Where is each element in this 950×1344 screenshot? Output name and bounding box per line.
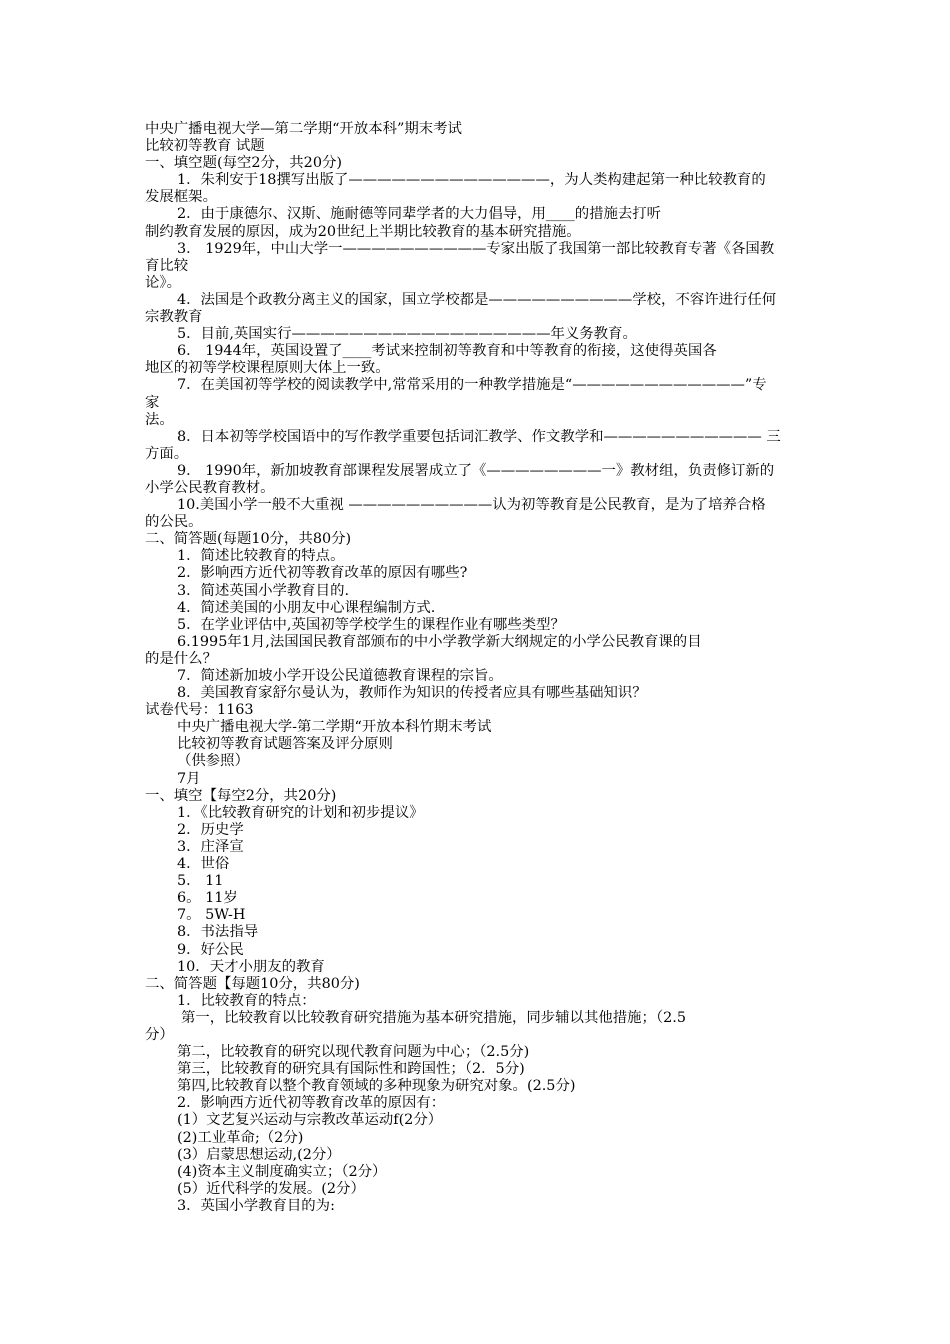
answer-item: 第四,比较教育以整个教育领域的多种现象为研究对象。(2.5分) <box>177 1078 576 1095</box>
answer-item: (2)工业革命;（2分) <box>177 1129 304 1146</box>
question-text: 方面。 <box>145 445 189 462</box>
answer-item: 2．影响西方近代初等教育改革的原因有： <box>177 1095 446 1112</box>
answer-item: 1．比较教育的特点： <box>177 992 316 1009</box>
question-text: 1．简述比较教育的特点。 <box>177 548 345 565</box>
section1-heading: 一、填空题(每空2分，共20分) <box>145 155 342 172</box>
question-text: 家 <box>145 394 160 411</box>
question-text: 论》。 <box>145 274 181 291</box>
question-text: 的是什么？ <box>145 650 217 667</box>
answer-item: 第三，比较教育的研究具有国际性和跨国性；（2．5分) <box>177 1061 525 1078</box>
answer-item: 第二，比较教育的研究以现代教育问题为中心；（2.5分) <box>177 1044 530 1061</box>
document-body <box>145 121 815 1215</box>
question-text: 2．由于康德尔、汉斯、施耐德等同辈学者的大力倡导，用____的措施去打听 <box>177 206 662 223</box>
question-text: 制约教育发展的原因，成为20世纪上半期比较教育的基本研究措施。 <box>145 223 581 240</box>
question-text: 4．法国是个政教分离主义的国家，国立学校都是——————————学校，不容许进行任何 <box>177 291 777 308</box>
question-text: 5．在学业评估中,英国初等学校学生的课程作业有哪些类型？ <box>177 616 565 633</box>
question-text: 3． 1929年，中山大学一——————————专家出版了我国第一部比较教育专著《各国教 <box>177 240 775 257</box>
answer-item: 6。 11岁 <box>177 890 238 907</box>
section2-heading: 二、简答题(每题10分，共80分) <box>145 531 352 548</box>
question-text: 1．朱利安于18撰写出版了——————————————，为人类构建起第一种比较教育的 <box>177 172 766 189</box>
question-text: 2．影响西方近代初等教育改革的原因有哪些? <box>177 565 468 582</box>
exam-title: 中央广播电视大学—第二学期“开放本科”期末考试 <box>145 121 462 137</box>
question-text: 育比较 <box>145 257 189 274</box>
question-text: 法。 <box>145 411 174 428</box>
question-text: 小学公民教育教材。 <box>145 479 275 496</box>
answer-item: 分） <box>145 1026 174 1043</box>
answer-item: 1．《比较教育研究的计划和初步提议》 <box>177 804 424 821</box>
question-text: 7．简述新加坡小学开设公民道德教育课程的宗旨。 <box>177 668 503 684</box>
answer-item: (1）文艺复兴运动与宗教改革运动f(2分） <box>177 1112 443 1129</box>
answers-month: 7月 <box>177 770 201 787</box>
question-text: 6.1995年1月,法国国民教育部颁布的中小学教学新大纲规定的小学公民教育课的目 <box>177 633 702 650</box>
answer-item: 第一，比较教育以比较教育研究措施为基本研究措施，同步辅以其他措施；（2.5 <box>181 1009 686 1026</box>
exam-subtitle: 比较初等教育 试题 <box>145 138 265 155</box>
answer-item: 4．世俗 <box>177 856 230 873</box>
question-text: 4．简述美国的小朋友中心课程编制方式. <box>177 599 436 616</box>
question-text: 6． 1944年，英国设置了____考试来控制初等教育和中等教育的衔接，这使得英国各 <box>177 343 717 360</box>
question-text: 8．美国教育家舒尔曼认为，教师作为知识的传授者应具有哪些基础知识？ <box>177 685 647 702</box>
question-text: 宗教教育 <box>145 309 203 326</box>
answers-section1-heading: 一、填空【每空2分，共20分) <box>145 787 337 804</box>
answer-item: 3．英国小学教育目的为: <box>177 1197 335 1214</box>
answer-item: 8．书法指导 <box>177 924 259 941</box>
answer-item: 2．历史学 <box>177 821 244 838</box>
answer-item: (4)资本主义制度确实立；（2分） <box>177 1163 387 1180</box>
answers-title: 中央广播电视大学-第二学期“开放本科竹期末考试 <box>177 719 492 736</box>
question-text: 地区的初等学校课程原则大体上一致。 <box>145 360 390 377</box>
question-text: 7．在美国初等学校的阅读教学中,常常采用的一种教学措施是“————————————”专 <box>177 377 767 394</box>
answers-section2-heading: 二、简答题【每题10分，共80分) <box>145 975 360 992</box>
answer-item: 3．庄泽宣 <box>177 838 244 855</box>
answers-note: （供参照） <box>177 753 249 770</box>
paper-code: 试卷代号：1163 <box>145 702 254 719</box>
question-text: 的公民。 <box>145 514 203 531</box>
answer-item: 10．天才小朋友的教育 <box>177 958 325 975</box>
question-text: 3．简述英国小学教育目的. <box>177 582 350 599</box>
answer-item: (3）启蒙思想运动,(2分） <box>177 1146 341 1163</box>
question-text: 8．日本初等学校国语中的写作教学重要包括词汇教学、作文教学和——————————— 三 <box>177 428 781 445</box>
question-text: 9． 1990年，新加坡教育部课程发展署成立了《————————一》教材组，负责修订新的 <box>177 462 775 479</box>
answer-item: 7。 5W-H <box>177 907 246 924</box>
answer-item: (5）近代科学的发展。(2分） <box>177 1180 365 1197</box>
question-text: 发展框架。 <box>145 189 217 206</box>
question-text: 5．目前,英国实行——————————————————年义务教育。 <box>177 326 637 343</box>
answer-item: 5． 11 <box>177 873 224 890</box>
question-text: 10.美国小学一般不大重视 ——————————认为初等教育是公民教育，是为了培养合格 <box>177 497 766 514</box>
answer-item: 9．好公民 <box>177 941 244 958</box>
answers-subtitle: 比较初等教育试题答案及评分原则 <box>177 736 393 753</box>
